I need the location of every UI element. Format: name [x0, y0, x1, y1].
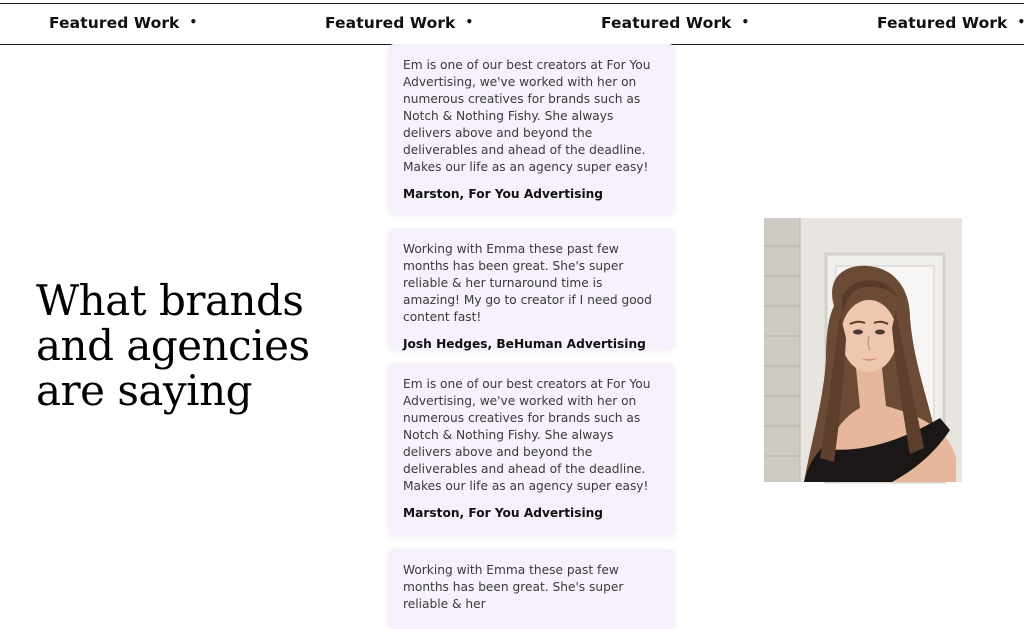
testimonial-card: [388, 44, 675, 214]
testimonial-quote: Em is one of our best creators at For You Advertising, we've worked with her on numerous creatives for brands such as Notch & Nothing Fishy. She always delivers above and beyond the deliverables and ahead of the deadline. Makes our life as an agency super easy!: [403, 377, 651, 493]
marquee-item[interactable]: [877, 14, 1025, 32]
marquee-item-label: Featured Work: [49, 14, 180, 32]
bullet-icon: •: [465, 15, 474, 29]
heading-line: are saying: [36, 366, 253, 415]
marquee-item[interactable]: [601, 14, 749, 32]
testimonial-card: [388, 549, 675, 629]
testimonial-card: [388, 363, 675, 536]
creator-portrait-image: [764, 218, 962, 482]
testimonial-quote: Working with Emma these past few months has been great. She's super reliable & her turnaround time is amazing! My go to creator if I need good content fast!: [403, 242, 652, 324]
marquee-item-label: Featured Work: [601, 14, 732, 32]
testimonial-quote: Em is one of our best creators at For You Advertising, we've worked with her on numerous creatives for brands such as Notch & Nothing Fishy. She always delivers above and beyond the deliverables and ahead of the deadline. Makes our life as an agency super easy!: [403, 58, 651, 174]
section-heading: [36, 278, 356, 413]
creator-photo: [764, 218, 962, 482]
marquee-item-label: Featured Work: [325, 14, 456, 32]
heading-line: What brands: [36, 276, 304, 325]
heading-line: and agencies: [36, 321, 310, 370]
testimonial-author: Marston, For You Advertising: [403, 506, 604, 520]
testimonial-author: Josh Hedges, BeHuman Advertising: [403, 337, 646, 351]
featured-work-marquee: [0, 3, 1024, 45]
marquee-item-label: Featured Work: [877, 14, 1008, 32]
bullet-icon: •: [189, 15, 198, 29]
testimonial-card: [388, 228, 675, 349]
testimonial-author: Marston, For You Advertising: [403, 187, 604, 201]
bullet-icon: •: [1017, 15, 1025, 29]
marquee-item[interactable]: [325, 14, 473, 32]
bullet-icon: •: [741, 15, 750, 29]
testimonial-quote: Working with Emma these past few months has been great. She's super reliable & her: [403, 563, 624, 611]
marquee-item[interactable]: [49, 14, 197, 32]
